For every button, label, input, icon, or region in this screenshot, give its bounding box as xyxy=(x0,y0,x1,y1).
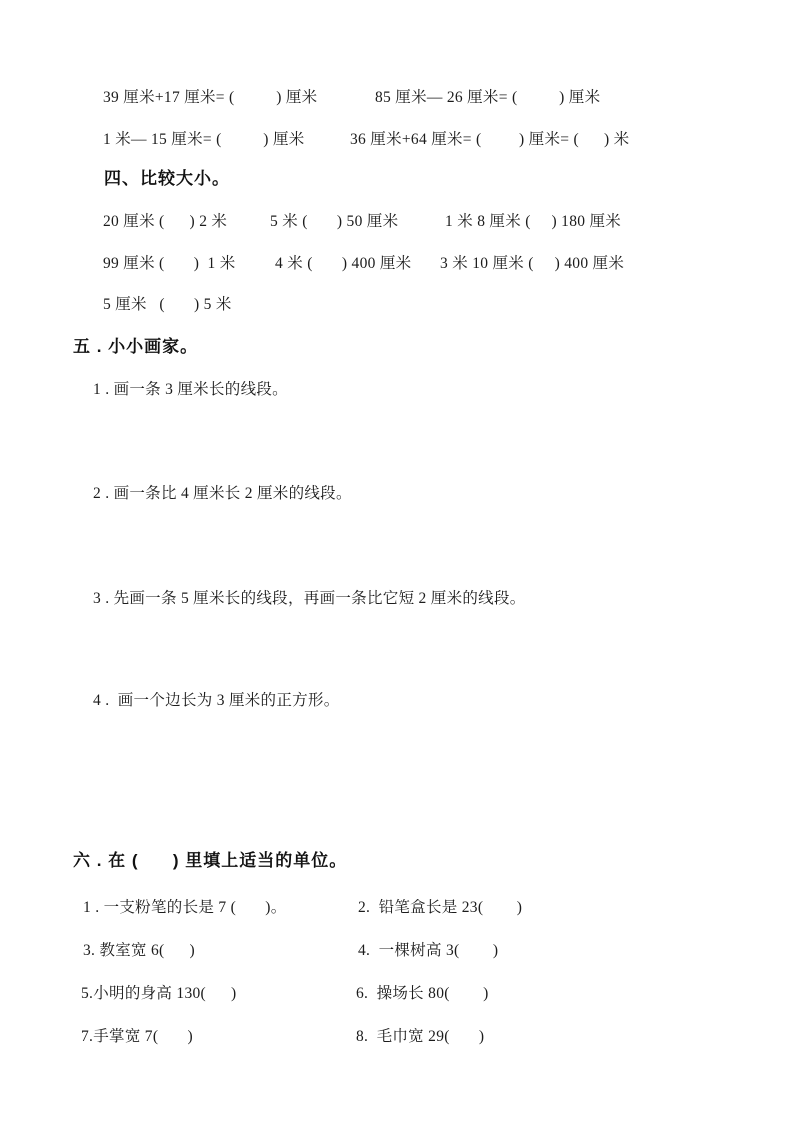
drawing-task: 3 . 先画一条 5 厘米长的线段，再画一条比它短 2 厘米的线段。 xyxy=(93,590,526,607)
conversion-problem: 36 厘米+64 厘米= ( ) 厘米= ( ) 米 xyxy=(350,131,630,148)
drawing-task: 4 . 画一个边长为 3 厘米的正方形。 xyxy=(93,692,340,709)
unit-fill-problem: 2. 铅笔盒长是 23( ) xyxy=(358,899,523,916)
conversion-problem: 1 米— 15 厘米= ( ) 厘米 xyxy=(103,131,305,148)
section-six-heading: 六 . 在 ( ) 里填上适当的单位。 xyxy=(73,851,348,870)
comparison-problem: 3 米 10 厘米 ( ) 400 厘米 xyxy=(440,255,625,272)
unit-fill-problem: 1 . 一支粉笔的长是 7 ( )。 xyxy=(83,899,287,916)
comparison-problem: 99 厘米 ( ) 1 米 xyxy=(103,255,236,272)
unit-fill-problem: 5.小明的身高 130( ) xyxy=(81,985,237,1002)
comparison-problem: 4 米 ( ) 400 厘米 xyxy=(275,255,412,272)
comparison-problem: 20 厘米 ( ) 2 米 xyxy=(103,213,228,230)
conversion-problem: 85 厘米— 26 厘米= ( ) 厘米 xyxy=(375,89,601,106)
comparison-problem: 1 米 8 厘米 ( ) 180 厘米 xyxy=(445,213,622,230)
section-four-heading: 四、比较大小。 xyxy=(104,169,230,188)
comparison-problem: 5 厘米 ( ) 5 米 xyxy=(103,296,232,313)
section-five-heading: 五 . 小小画家。 xyxy=(73,337,199,356)
unit-fill-problem: 8. 毛巾宽 29( ) xyxy=(356,1028,485,1045)
unit-fill-problem: 4. 一棵树高 3( ) xyxy=(358,942,499,959)
drawing-task: 2 . 画一条比 4 厘米长 2 厘米的线段。 xyxy=(93,485,352,502)
unit-fill-problem: 7.手掌宽 7( ) xyxy=(81,1028,193,1045)
conversion-problem: 39 厘米+17 厘米= ( ) 厘米 xyxy=(103,89,318,106)
unit-fill-problem: 6. 操场长 80( ) xyxy=(356,985,489,1002)
unit-fill-problem: 3. 教室宽 6( ) xyxy=(83,942,195,959)
comparison-problem: 5 米 ( ) 50 厘米 xyxy=(270,213,399,230)
drawing-task: 1 . 画一条 3 厘米长的线段。 xyxy=(93,381,288,398)
